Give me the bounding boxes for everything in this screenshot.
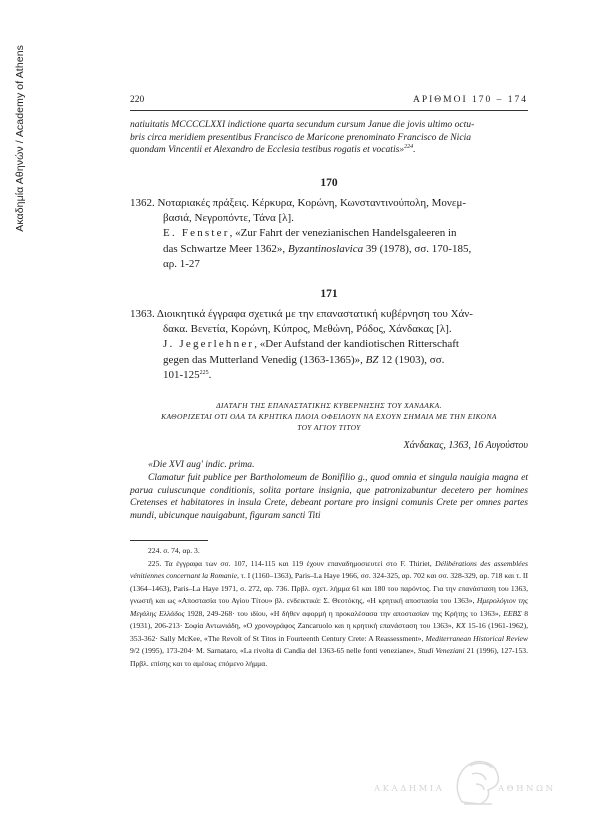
- entry-line: E. Fenster, «Zur Fahrt der venezianischen Handelsgaleeren in: [163, 227, 457, 240]
- footnote-ref: 225: [199, 369, 209, 376]
- entry-line: das Schwartze Meer 1362», Byzantinoslavica 39 (1978), σσ. 170-185,: [163, 242, 472, 255]
- entry-line: δακα. Βενετία, Κορώνη, Κύπρος, Μεθώνη, Ρόδος, Χάνδακας [λ].: [163, 323, 452, 336]
- heading-line: ΔΙΑΤΑΓΗ ΤΗΣ ΕΠΑΝΑΣΤΑΤΙΚΗΣ ΚΥΒΕΡΝΗΣΗΣ ΤΟΥ ΧΑΝΔΑΚΑ.: [216, 401, 442, 410]
- running-title: ΑΡΙΘΜΟΙ 170 – 174: [412, 95, 528, 105]
- document-heading: [130, 400, 528, 433]
- footnote-224: 224. σ. 74, αρ. 3.: [148, 546, 200, 555]
- entry-number-170: 170: [320, 177, 338, 189]
- footnotes: [130, 545, 528, 670]
- document-text: [130, 459, 528, 523]
- heading-line: ΤΟΥ ΑΓΙΟΥ ΤΙΤΟΥ: [297, 423, 361, 432]
- entry-number-171: 171: [320, 288, 338, 300]
- entry-line: gegen das Mutterland Venedig (1363-1365)», BZ 12 (1903), σσ.: [163, 353, 445, 366]
- entry-line: αρ. 1-27: [163, 257, 200, 270]
- footnote-ref: 224: [404, 144, 414, 151]
- running-header: [130, 95, 528, 109]
- entry-170: [130, 196, 528, 272]
- text-paragraph: «Die XVI aug' indic. prima.: [148, 459, 255, 470]
- archive-stamp: Ακαδημία Αθηνών / Academy of Athens: [14, 45, 26, 232]
- footnote-225: 225. Τα έγγραφα των σσ. 107, 114-115 και 119 έχουν επαναδημοσιευτεί στο F. Thiriet, Délibérations des assemblées vénitiennes concernant la Romanie, τ. I (1160–1363), Paris–La Haye 1966, σσ. 324-325, αρ. 702 και σσ. 328-329, αρ. 718 και τ. II (1364–1463), Paris–La Haye 1971, σ. 272, αρ. 736. Πρβλ. σχετ. λήμμα 61 και 180 του παρόντος. Για την επανάσταση του 1363, γνωστή και ως «Αποστασία του Αγίου Τίτου» βλ. ενδεικτικά: Σ. Θεοτόκης, «Η κρητική αποστασία του 1363», Ημερολόγιον της Μεγάλης Ελλάδος 1928, 249-268· του ιδίου, «Η δήθεν αφορμή η προκαλέσασα την αποστασίαν της Κρήτης το 1363», ΕΕΒΣ 8 (1931), 206-213· Σοφία Αντωνιάδη, «Ο χρονογράφος Zancaruolo και η κρητική επανάσταση του 1363», ΚΧ 15-16 (1961-1962), 353-362· Sally McKee, «The Revolt of St Titos in Fourteenth Century Crete: A Reassessment», Mediterranean Historical Review 9/2 (1995), 173-204· M. Sarnataro, «La rivolta di Candia del 1363-65 nelle fonti veneziane», Studi Veneziani 21 (1996), 127-153. Πρβλ. επίσης και το αμέσως επόμενο λήμμα.: [130, 558, 529, 668]
- entry-line: βασιά, Νεγροπόντε, Τάνα [λ].: [163, 212, 294, 225]
- academy-seal-icon: [442, 750, 512, 812]
- latin-line: natiuitatis MCCCCLXXI indictione quarta secundum cursum Janue die jovis ultimo octu-: [130, 119, 475, 130]
- latin-line: bris circa meridiem presentibus Francisco de Maricone prenominato Francisco de Nicia: [130, 131, 472, 143]
- entry-line: $101-125^{225}$.: [163, 368, 212, 381]
- entry-line: 1363. Διοικητικά έγγραφα σχετικά με την επαναστατική κυβέρνηση του Χάν-: [130, 308, 473, 320]
- entry-line: J. Jegerlehner, «Der Aufstand der kandiotischen Ritterschaft: [163, 338, 459, 351]
- heading-line: ΚΑΘΟΡΙΖΕΤΑΙ ΟΤΙ ΟΛΑ ΤΑ ΚΡΗΤΙΚΑ ΠΛΟΙΑ ΟΦΕΙΛΟΥΝ ΝΑ ΕΧΟΥΝ ΣΗΜΑΙΑ ΜΕ ΤΗΝ ΕΙΚΟΝΑ: [161, 412, 497, 421]
- journal-title: Byzantinoslavica: [287, 242, 364, 255]
- text-paragraph: Clamatur fuit publice per Bartholomeum de Bonifilio g., quod omnia et singula nauigia magna et parua cuiuscunque conditionis, solita portare insignia, que patronizabuntur decetero per homines Cretenses et habitatores in insula Crete, debeant portare pro insigni comunis Crete per omnes partes mundi, ubicunque nauigabunt, figuram sancti Titi: [130, 471, 528, 522]
- author-name: E. Fenster: [163, 227, 230, 240]
- footnote-rule: [130, 540, 208, 541]
- watermark-text-right: ΑΘΗΝΩΝ: [498, 784, 556, 794]
- place-date: Χάνδακας, 1363, 16 Αυγούστου: [403, 440, 528, 451]
- page-number: 220: [130, 95, 145, 105]
- author-name: J. Jegerlehner: [163, 338, 255, 351]
- latin-continuation: [130, 119, 528, 157]
- latin-line: quondam Vincentii et Alexandro de Ecclesia testibus rogatis et vocatis»$^{224}$.: [130, 144, 416, 156]
- entry-171: [130, 307, 528, 383]
- journal-title: BZ: [365, 353, 379, 366]
- header-rule: [130, 110, 528, 111]
- watermark-text-left: ΑΚΑΔΗΜΙΑ: [374, 784, 445, 794]
- entry-line: 1362. Νοταριακές πράξεις. Κέρκυρα, Κορώνη, Κωνσταντινούπολη, Μονεμ-: [130, 197, 467, 209]
